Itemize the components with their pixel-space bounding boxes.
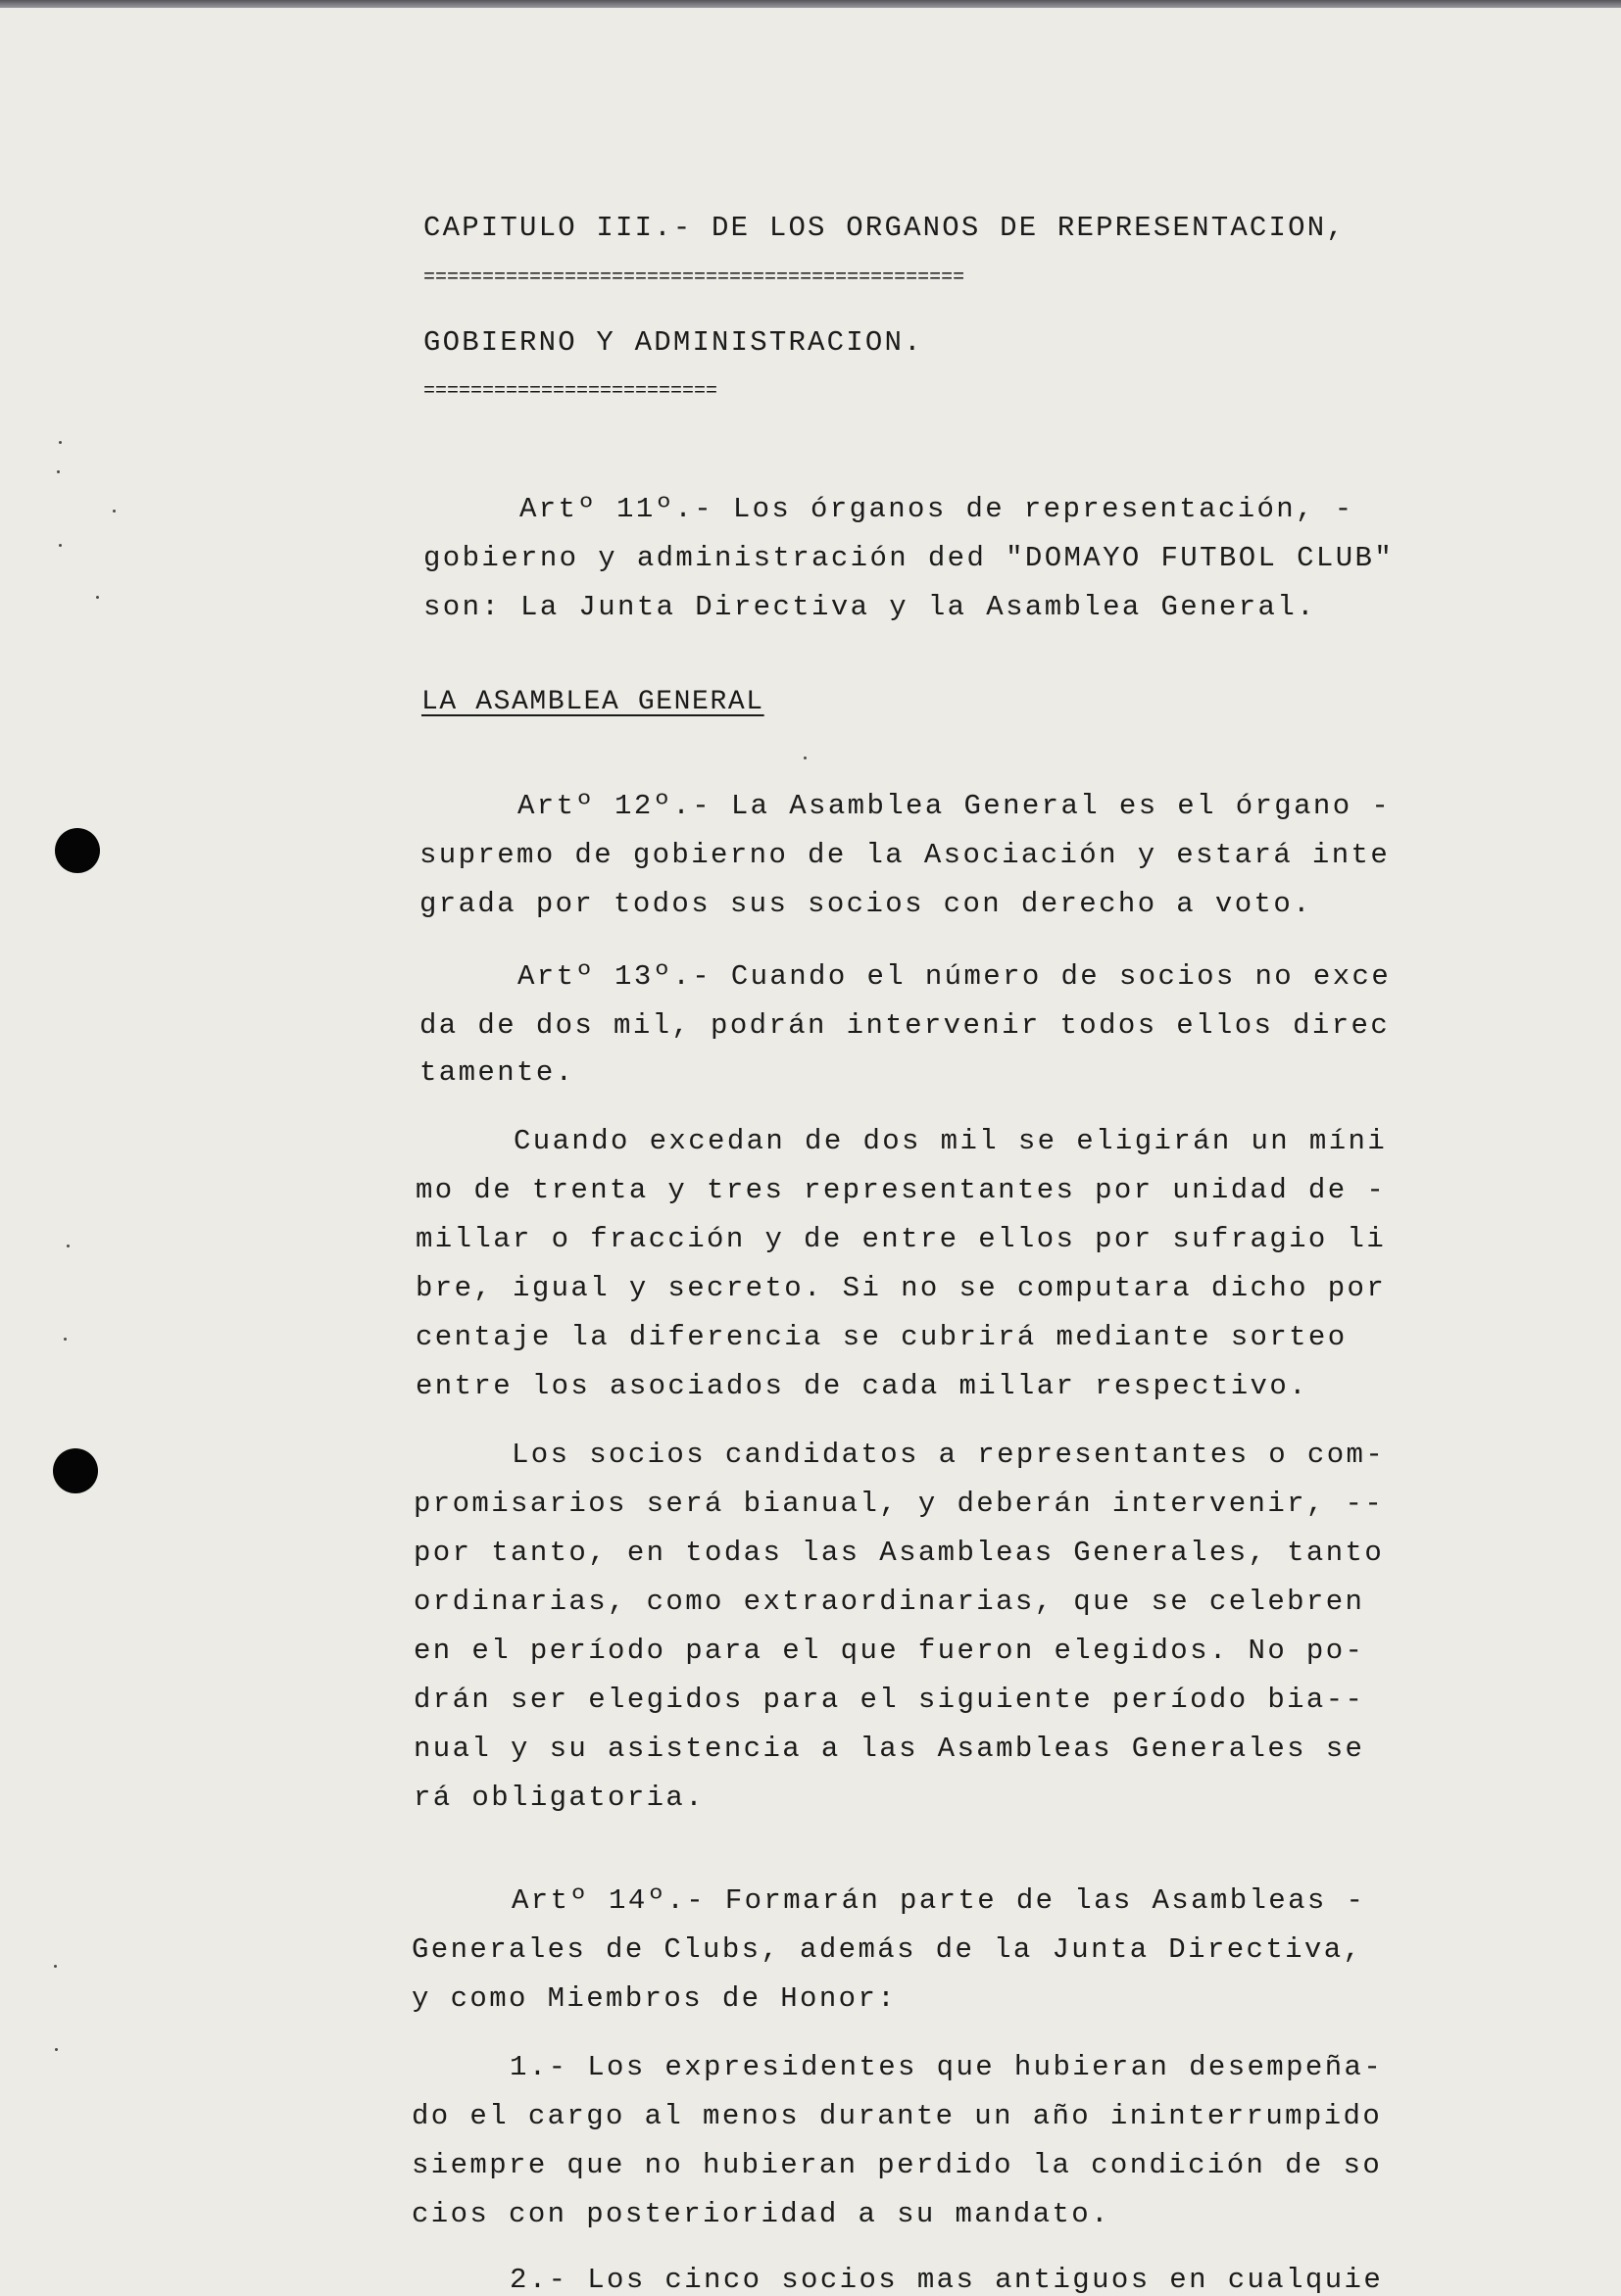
excedan-line: mo de trenta y tres representantes por unidad de - — [416, 1174, 1387, 1206]
punch-hole-upper — [55, 828, 100, 873]
art14-line: Generales de Clubs, además de la Junta Directiva, — [412, 1933, 1363, 1966]
candidatos-line: rá obligatoria. — [414, 1782, 706, 1814]
punch-hole-lower — [53, 1448, 98, 1493]
scan-speck — [96, 596, 99, 599]
candidatos-line: ordinarias, como extraordinarias, que se celebren — [414, 1586, 1365, 1618]
candidatos-line: por tanto, en todas las Asambleas Generales, tanto — [414, 1537, 1385, 1569]
item1-line: 1.- Los expresidentes que hubieran desempeña- — [510, 2051, 1384, 2083]
art13-line: Artº 13º.- Cuando el número de socios no exce — [517, 960, 1392, 993]
item1-line: siempre que no hubieran perdido la condición de so — [412, 2149, 1383, 2181]
chapter-title-line-1: CAPITULO III.- DE LOS ORGANOS DE REPRESENTACION, — [423, 212, 1346, 244]
art12-line: Artº 12º.- La Asamblea General es el órgano - — [517, 790, 1392, 822]
scan-speck — [57, 470, 60, 473]
candidatos-line: drán ser elegidos para el siguiente período bia-- — [414, 1684, 1365, 1716]
candidatos-line: en el período para el que fueron elegidos. No po- — [414, 1635, 1365, 1667]
excedan-line: bre, igual y secreto. Si no se computara dicho por — [416, 1272, 1387, 1304]
art12-line: supremo de gobierno de la Asociación y estará inte — [419, 839, 1391, 871]
scan-speck — [55, 2048, 58, 2051]
art11-line: Artº 11º.- Los órganos de representación, - — [519, 493, 1354, 525]
chapter-title-rule-2: ========================= — [423, 382, 718, 402]
item1-line: do el cargo al menos durante un año ininterrumpido — [412, 2100, 1383, 2132]
art14-line: y como Miembros de Honor: — [412, 1982, 898, 2015]
candidatos-line: Los socios candidatos a representantes o com- — [512, 1439, 1386, 1471]
excedan-line: Cuando excedan de dos mil se eligirán un míni — [514, 1125, 1388, 1157]
art14-line: Artº 14º.- Formarán parte de las Asambleas - — [512, 1884, 1366, 1917]
art11-line: gobierno y administración ded "DOMAYO FUTBOL CLUB" — [423, 542, 1395, 574]
candidatos-line: nual y su asistencia a las Asambleas Generales se — [414, 1733, 1365, 1765]
art13-line: tamente. — [419, 1056, 575, 1089]
page-top-edge — [0, 0, 1621, 8]
candidatos-line: promisarios será bianual, y deberán intervenir, -- — [414, 1488, 1385, 1520]
scan-speck — [64, 1338, 67, 1341]
excedan-line: centaje la diferencia se cubrirá mediante sorteo — [416, 1321, 1348, 1353]
scan-speck — [804, 757, 807, 759]
chapter-title-line-2: GOBIERNO Y ADMINISTRACION. — [423, 326, 923, 359]
scan-speck — [59, 544, 62, 547]
art13-line: da de dos mil, podrán intervenir todos ellos direc — [419, 1009, 1391, 1042]
art11-line: son: La Junta Directiva y la Asamblea General. — [423, 591, 1316, 623]
item2-line: 2.- Los cinco socios mas antiguos en cualquie — [510, 2264, 1384, 2296]
item1-line: cios con posterioridad a su mandato. — [412, 2198, 1110, 2230]
section-title-asamblea-general: LA ASAMBLEA GENERAL — [421, 687, 764, 717]
art12-line: grada por todos sus socios con derecho a voto. — [419, 888, 1312, 920]
excedan-line: entre los asociados de cada millar respectivo. — [416, 1370, 1308, 1402]
scan-speck — [113, 510, 116, 513]
chapter-title-rule-1: ============================================== — [423, 269, 965, 288]
scan-speck — [54, 1965, 57, 1968]
scan-speck — [67, 1245, 70, 1247]
scan-speck — [59, 441, 62, 444]
excedan-line: millar o fracción y de entre ellos por sufragio li — [416, 1223, 1387, 1255]
